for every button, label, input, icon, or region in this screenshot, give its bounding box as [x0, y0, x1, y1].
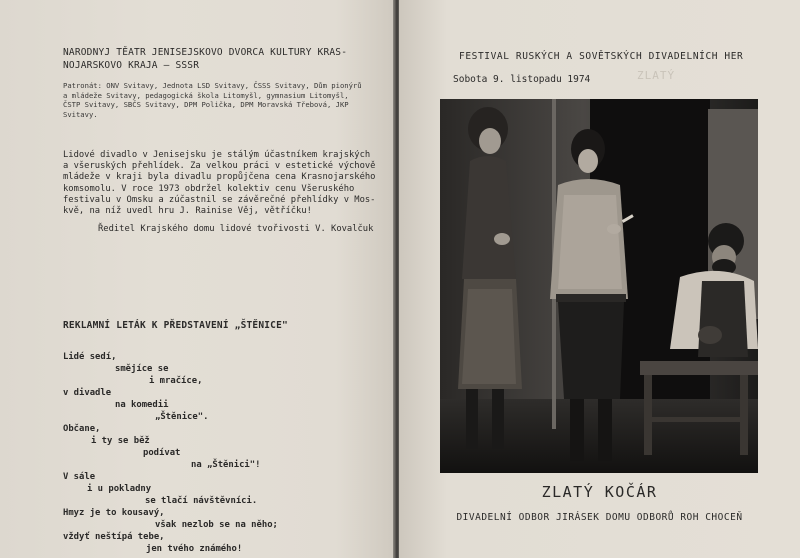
ensemble-credit: DIVADELNÍ ODBOR JIRÁSEK DOMU ODBORŮ ROH CHOCEŇ	[456, 512, 743, 523]
poem-line: Lidé sedí,	[63, 352, 117, 362]
poem-line: v divadle	[63, 388, 112, 398]
patronage-text: Patronát: ONV Svitavy, Jednota LSD Svitavy, ČSSS Svitavy, Dům pionýrů a mládeže Svitavy, pedagogická škola Litomyšl, gymnasium Litomyšl, ČSTP Svitavy, SBČS Svitavy, DPM Polička, DPM Moravská Třebová, JKP Svitavy.	[63, 81, 362, 119]
poem-line: Občane,	[63, 424, 101, 434]
leaflet-poem	[63, 352, 383, 532]
poem-line: i ty se běž	[91, 436, 150, 446]
director-signature: Ředitel Krajského domu lidové tvořivosti V. Kovalčuk	[98, 224, 374, 234]
poem-line: i u pokladny	[87, 484, 152, 494]
poem-line: podívat	[143, 448, 181, 458]
poem-line: i mračíce,	[149, 376, 203, 386]
right-page	[399, 0, 800, 558]
poem-line: Hmyz je to kousavý,	[63, 508, 165, 518]
poem-line: však nezlob se na něho;	[155, 520, 278, 530]
performance-date: Sobota 9. listopadu 1974	[453, 74, 591, 85]
organizer-heading: NARODNYJ TĚATR JENISEJSKOVO DVORCA KULTURY KRAS- NOJARSKOVO KRAJA — SSSR	[63, 47, 348, 71]
poem-line: se tlačí návštěvníci.	[145, 496, 258, 506]
poem-line: jen tvého známého!	[146, 544, 243, 554]
stage-photo-art	[440, 99, 758, 473]
theatre-description: Lidové divadlo v Jenisejsku je stálým účastníkem krajských a všeruských přehlídek. Za velkou práci v estetické výchově mládeže v kraji byla divadlu propůjčena cena Krasnojarského komsomolu. V roce 1973 obdržel kolektiv cenu Všeruského festivalu v Omsku a zúčastnil se závěrečné přehlídky v Mos- kvě, na níž uvedl hru J. Rainise Věj, větříčku!	[63, 150, 376, 217]
poem-line: vždyť neštípá tebe,	[63, 532, 165, 542]
stage-photo	[440, 99, 758, 473]
poem-line: smějíce se	[115, 364, 169, 374]
leaflet-heading: REKLAMNÍ LETÁK K PŘEDSTAVENÍ „ŠTĚNICE"	[63, 320, 288, 331]
poem-line: na „Štěnici"!	[191, 460, 261, 470]
poem-line: V sále	[63, 472, 96, 482]
poem-line: na komedii	[115, 400, 169, 410]
festival-heading: FESTIVAL RUSKÝCH A SOVĚTSKÝCH DIVADELNÍCH HER	[459, 51, 744, 62]
show-through-text: ZLATÝ	[637, 69, 676, 82]
play-title: ZLATÝ KOČÁR	[541, 483, 658, 501]
left-page	[0, 0, 395, 558]
poem-line: „Štěnice".	[155, 412, 209, 422]
